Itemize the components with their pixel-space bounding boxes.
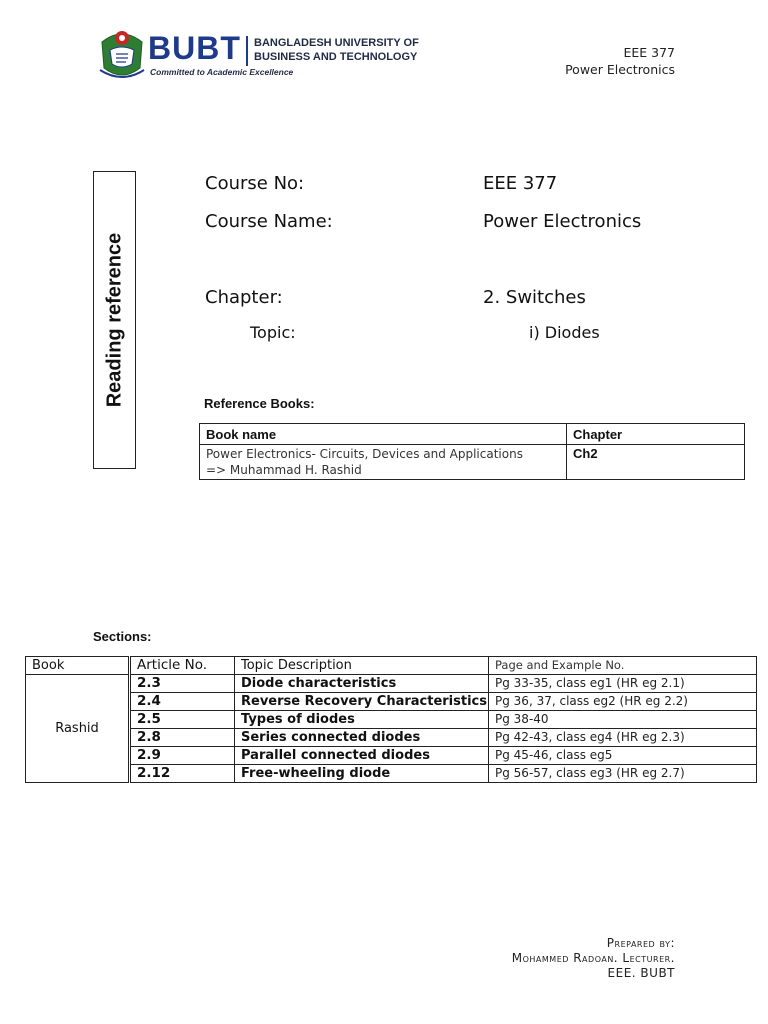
table-row <box>26 747 757 765</box>
page-cell: Pg 33-35, class eg1 (HR eg 2.1) <box>489 675 757 693</box>
reading-reference-label: Reading reference <box>103 232 125 408</box>
prepared-by-label: Prepared by: <box>606 936 675 950</box>
header-course-info <box>565 44 675 78</box>
header-book-name: Book name <box>200 424 567 445</box>
course-no-value: EEE 377 <box>483 173 558 194</box>
article-cell: 2.8 <box>130 729 235 747</box>
book-name-line2: => Muhammad H. Rashid <box>206 463 362 477</box>
course-no-label: Course No: <box>205 173 305 194</box>
table-row <box>26 675 757 693</box>
crest-icon <box>96 24 148 84</box>
table-header-row <box>26 657 757 675</box>
description-cell: Diode characteristics <box>235 675 489 693</box>
book-name-cell <box>200 445 567 480</box>
table-row <box>26 693 757 711</box>
university-name <box>254 36 419 64</box>
description-cell: Free-wheeling diode <box>235 765 489 783</box>
article-cell: 2.5 <box>130 711 235 729</box>
header-topic-description: Topic Description <box>235 657 489 675</box>
book-cell: Rashid <box>26 675 130 783</box>
header-course-title: Power Electronics <box>565 62 675 77</box>
topic-label: Topic: <box>250 323 296 342</box>
article-cell: 2.4 <box>130 693 235 711</box>
table-row <box>200 445 745 480</box>
logo-brand: BUBT <box>148 30 241 66</box>
table-header-row <box>200 424 745 445</box>
article-cell: 2.3 <box>130 675 235 693</box>
sections-table <box>25 656 757 783</box>
sections-title: Sections: <box>93 629 152 644</box>
header-article: Article No. <box>130 657 235 675</box>
reading-reference-box <box>93 171 136 469</box>
university-logo <box>96 24 436 84</box>
page-cell: Pg 38-40 <box>489 711 757 729</box>
description-cell: Series connected diodes <box>235 729 489 747</box>
university-name-line1: BANGLADESH UNIVERSITY OF <box>254 37 419 49</box>
prepared-by-block <box>512 936 675 981</box>
reference-books-title: Reference Books: <box>204 396 315 411</box>
book-name-line1: Power Electronics- Circuits, Devices and Applications <box>206 447 523 461</box>
university-name-line2: BUSINESS AND TECHNOLOGY <box>254 51 418 63</box>
page-cell: Pg 36, 37, class eg2 (HR eg 2.2) <box>489 693 757 711</box>
article-cell: 2.12 <box>130 765 235 783</box>
course-name-value: Power Electronics <box>483 211 642 232</box>
course-name-label: Course Name: <box>205 211 333 232</box>
description-cell: Reverse Recovery Characteristics <box>235 693 489 711</box>
page-cell: Pg 56-57, class eg3 (HR eg 2.7) <box>489 765 757 783</box>
chapter-value: 2. Switches <box>483 287 586 308</box>
preparer-name: Mohammed Radoan. Lecturer. <box>511 951 675 965</box>
book-chapter-cell: Ch2 <box>567 445 745 480</box>
topic-value: i) Diodes <box>529 323 600 342</box>
table-row <box>26 729 757 747</box>
page-cell: Pg 42-43, class eg4 (HR eg 2.3) <box>489 729 757 747</box>
description-cell: Types of diodes <box>235 711 489 729</box>
header-chapter: Chapter <box>567 424 745 445</box>
chapter-label: Chapter: <box>205 287 283 308</box>
table-row <box>26 765 757 783</box>
header-book: Book <box>26 657 130 675</box>
header-page-example: Page and Example No. <box>489 657 757 675</box>
logo-divider <box>246 36 248 66</box>
header-course-code: EEE 377 <box>623 45 675 60</box>
article-cell: 2.9 <box>130 747 235 765</box>
table-row <box>26 711 757 729</box>
logo-tagline: Committed to Academic Excellence <box>150 67 294 77</box>
page-cell: Pg 45-46, class eg5 <box>489 747 757 765</box>
description-cell: Parallel connected diodes <box>235 747 489 765</box>
preparer-department: EEE. BUBT <box>607 966 675 980</box>
reference-books-table <box>199 423 745 480</box>
